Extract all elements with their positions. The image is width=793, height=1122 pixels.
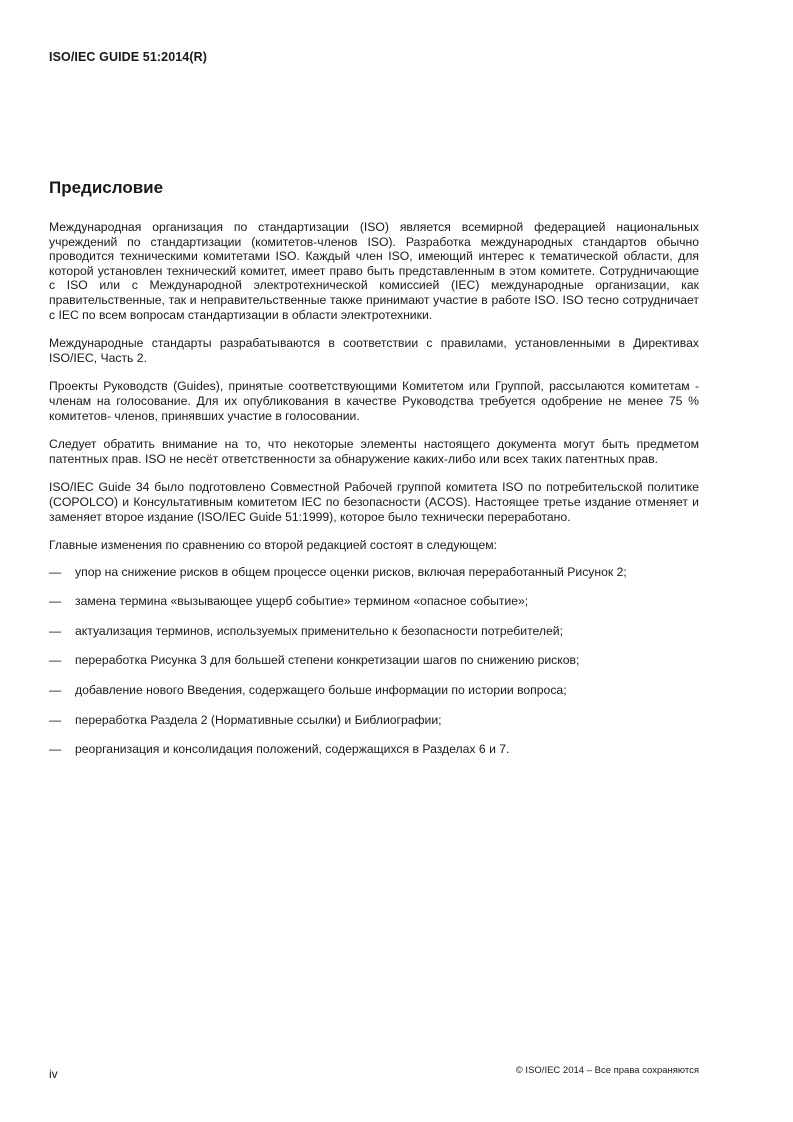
list-item [49, 742, 699, 757]
paragraph-preparation: ISO/IEC Guide 34 было подготовлено Совместной Рабочей группой комитета ISO по потребительской политике (COPOLCO) и Консультативным комитетом IEC по безопасности (ACOS). Настоящее третье издание отменяет и заменяет второе издание (ISO/IEC Guide 51:1999), которое было технически переработано. [49, 480, 699, 524]
list-item [49, 653, 699, 668]
paragraph-patent-rights: Следует обратить внимание на то, что некоторые элементы настоящего документа могут быть предметом патентных прав. ISO не несёт ответственности за обнаружение каких-либо или всех таких патентных прав. [49, 437, 699, 466]
list-dash: — [49, 653, 62, 668]
list-item-text: переработка Рисунка 3 для большей степени конкретизации шагов по снижению рисков; [75, 653, 580, 668]
list-dash: — [49, 742, 62, 757]
list-dash: — [49, 564, 62, 579]
foreword-body [49, 220, 699, 772]
list-item-text: переработка Раздела 2 (Нормативные ссылки) и Библиографии; [75, 712, 442, 727]
list-dash: — [49, 683, 62, 698]
paragraph-voting: Проекты Руководств (Guides), принятые соответствующими Комитетом или Группой, рассылаются комитетам - членам на голосование. Для их опубликования в качестве Руководства требуется одобрение не менее 75 % комитетов- членов, принявших участие в голосовании. [49, 379, 699, 423]
list-item-text: добавление нового Введения, содержащего больше информации по истории вопроса; [75, 683, 567, 698]
list-item-text: упор на снижение рисков в общем процессе оценки рисков, включая переработанный Рисунок 2; [75, 564, 627, 579]
list-item [49, 683, 699, 698]
paragraph-directives: Международные стандарты разрабатываются в соответствии с правилами, установленными в Директивах ISO/IEC, Часть 2. [49, 336, 699, 365]
page-number: iv [49, 1067, 58, 1081]
copyright-notice: © ISO/IEC 2014 – Все права сохраняются [515, 1065, 699, 1076]
list-item-text: реорганизация и консолидация положений, содержащихся в Разделах 6 и 7. [75, 742, 510, 757]
list-item-text: актуализация терминов, используемых применительно к безопасности потребителей; [75, 623, 563, 638]
list-item [49, 624, 699, 639]
list-dash: — [49, 594, 62, 609]
list-dash: — [49, 712, 62, 727]
list-item [49, 713, 699, 728]
changes-list [49, 565, 699, 757]
document-code-header: ISO/IEC GUIDE 51:2014(R) [49, 50, 208, 64]
section-title-foreword: Предисловие [49, 178, 164, 197]
list-item-text: замена термина «вызывающее ущерб событие» термином «опасное событие»; [75, 594, 529, 609]
list-item [49, 565, 699, 580]
paragraph-iso-overview: Международная организация по стандартизации (ISO) является всемирной федерацией национальных учреждений по стандартизации (комитетов-членов ISO). Разработка международных стандартов обычно проводится техническими комитетами ISO. Каждый член ISO, имеющий интерес к тематической области, для которой установлен технический комитет, имеет право быть представленным в этом комитете. Сотрудничающие с ISO или с Международной электротехнической комиссией (IEC) международные организации, как правительственные, так и неправительственные также принимают участие в работе ISO. ISO тесно сотрудничает с IEC по всем вопросам стандартизации в области электротехники. [49, 220, 699, 322]
paragraph-main-changes-intro: Главные изменения по сравнению со второй редакцией состоят в следующем: [49, 538, 498, 553]
list-item [49, 594, 699, 609]
list-dash: — [49, 623, 62, 638]
